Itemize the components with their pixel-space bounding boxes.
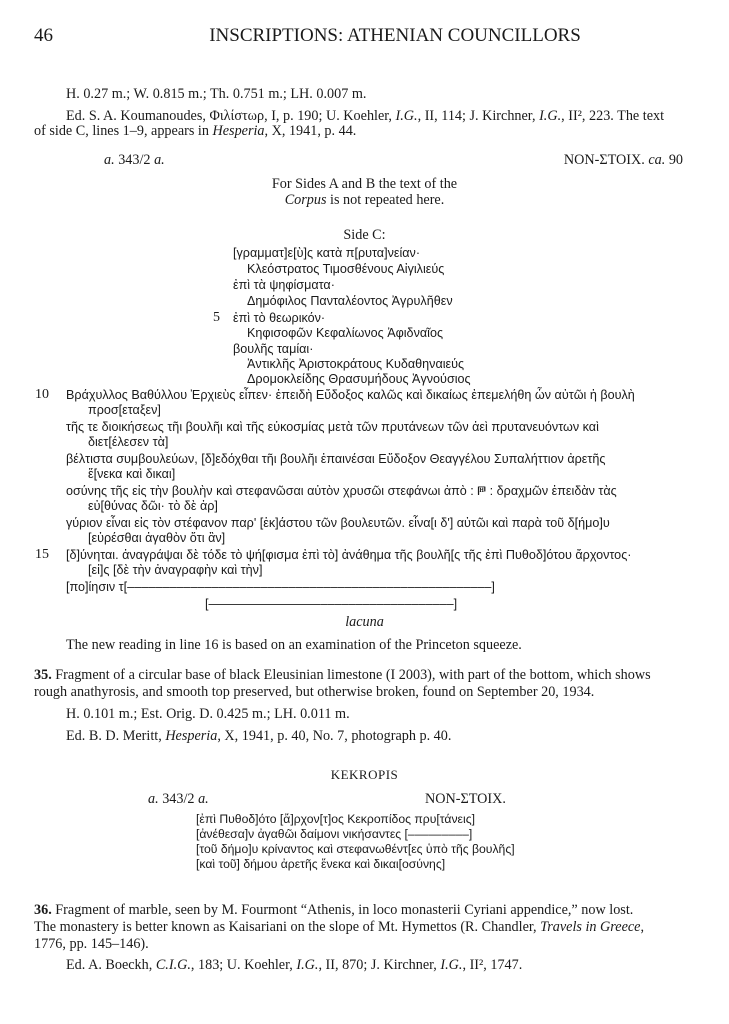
page-number: 46	[34, 25, 53, 46]
text: Ed. A. Boeckh,	[66, 957, 156, 973]
entry-description	[34, 902, 633, 918]
inscription-line: Ἀντικλῆς Ἀριστοκράτους Κυδαθηναιεύς	[247, 357, 465, 371]
text: I.G.	[539, 108, 562, 124]
entry-number: 36.	[34, 902, 52, 918]
dimensions: H. 0.27 m.; W. 0.815 m.; Th. 0.751 m.; LH. 0.007 m.	[66, 86, 367, 102]
text: , II, 114; J. Kirchner,	[417, 108, 540, 124]
text: is not repeated here.	[326, 192, 445, 208]
text: ca.	[648, 152, 666, 168]
inscription-line: βουλῆς ταμίαι·	[233, 342, 314, 356]
text: I.G.	[296, 957, 319, 973]
text: a.	[198, 791, 209, 807]
text: , II², 223. The text	[561, 108, 665, 124]
dimensions: H. 0.101 m.; Est. Orig. D. 0.425 m.; LH. 0.011 m.	[66, 706, 350, 722]
text: The monastery is better known as Kaisariani on the slope of Mt. Hymettos (R. Chandler,	[34, 919, 541, 935]
text: 343/2	[158, 791, 199, 807]
edition-line	[66, 728, 451, 744]
text: , II², 1747.	[462, 957, 523, 973]
date	[104, 152, 165, 168]
inscription-line: Βράχυλλος Βαθύλλου Ἐρχιεὺς εἶπεν· ἐπειδὴ Εὔδοξος καλῶς καὶ δικαίως ἐπεμελήθη ὧν αὐτῶι ἡ βουλὴ	[66, 388, 635, 402]
entry-description	[34, 667, 651, 683]
line-number: 5	[213, 310, 220, 325]
inscription-line: [δ]ύνηται. ἀναγράψαι δὲ τόδε τὸ ψή[φισμα ἐπὶ τὸ] ἀνάθημα τῆς βουλῆ[ς τῆς ἐπὶ Πυθοδ]ότου ἄρχοντος·	[66, 548, 632, 562]
inscription-line: διετ[έλεσεν τὰ]	[88, 435, 169, 449]
side-heading: Side C:	[343, 227, 386, 243]
inscription-line: [πο]ίησιν τ[––––––––––––––––––––––––––––––––––––––––––––––––––––]	[66, 580, 495, 594]
inscription-line: Δρομοκλείδης Θρασυμήδους Ἁγνούσιος	[247, 372, 471, 386]
inscription-line: Κλεόστρατος Τιμοσθένους Αἰγιλιεύς	[247, 262, 445, 276]
inscription-line: [εἰ]ς [δὲ τὴν ἀναγραφὴν καὶ τὴν]	[88, 563, 263, 577]
stoichedon-note	[564, 152, 683, 168]
text: , 183; U. Koehler,	[190, 957, 297, 973]
text: Ed. B. D. Meritt,	[66, 728, 166, 744]
text: ,	[640, 919, 645, 935]
inscription-line: [–––––––––––––––––––––––––––––––––––]	[205, 597, 458, 611]
line-number: 10	[35, 387, 49, 402]
text: Hesperia	[165, 728, 218, 744]
text: Hesperia	[212, 123, 265, 139]
text: , II, 870; J. Kirchner,	[318, 957, 441, 973]
text: Fragment of a circular base of black Eleusinian limestone (I 2003), with part of the bottom, which shows	[51, 667, 651, 683]
inscription-line: οσύνης τῆς εἰς τὴν βουλὴν καὶ στεφανῶσαι αὐτὸν χρυσῶι στεφάνωι ἀπὸ : 𐅅 : δραχμῶν ἐπειδὰν τὰς	[66, 484, 617, 498]
text: lacuna	[345, 614, 384, 630]
text: 343/2	[114, 152, 155, 168]
entry-description: rough anathyrosis, and smooth top preserved, but otherwise broken, found on September 20, 1934.	[34, 684, 595, 700]
text: NON-ΣΤΟΙΧ.	[563, 152, 649, 168]
inscription-line: [γραμματ]ε[ὺ]ς κατὰ π[ρυτα]νείαν·	[233, 246, 421, 260]
tribe-heading: KEKROPIS	[330, 767, 399, 782]
inscription-line: προσ[εταξεν]	[88, 403, 161, 417]
text: I.G.	[440, 957, 463, 973]
inscription-line: [καὶ τοῦ] δήμου ἀρετῆς ἕνεκα καὶ δικαι[οσύνης]	[196, 857, 446, 871]
inscription-line: ἕ[νεκα καὶ δικαι]	[88, 467, 176, 481]
note-line	[0, 192, 729, 208]
inscription-line: [εὑρέσθαι ἀγαθὸν ὅτι ἂν]	[88, 531, 226, 545]
date	[148, 791, 209, 807]
text: C.I.G.	[155, 957, 191, 973]
commentary: The new reading in line 16 is based on an examination of the Princeton squeeze.	[66, 637, 522, 653]
inscription-line: Κηφισοφῶν Κεφαλίωνος Ἀφιδναῖος	[247, 326, 444, 340]
stoichedon-note: NON-ΣΤΟΙΧ.	[425, 791, 506, 807]
edition-line	[34, 123, 356, 139]
inscription-line: [τοῦ δήμο]υ κρίναντος καὶ στεφανωθέντ[ες ὑπὸ τῆς βουλῆς]	[196, 842, 515, 856]
text: Corpus	[284, 192, 327, 208]
text: Travels in Greece	[540, 919, 641, 935]
text: I.G.	[395, 108, 418, 124]
edition-line	[66, 108, 664, 124]
entry-description	[34, 919, 644, 935]
inscription-line: ἐπὶ τὸ θεωρικόν·	[233, 311, 326, 325]
inscription-line: βέλτιστα συμβουλεύων, [δ]εδόχθαι τῆι βουλῆι ἐπαινέσαι Εὔδοξον Θεαγγέλου Συπαλήττιον ἀρετῆς	[66, 452, 606, 466]
text: Ed. S. A. Koumanoudes, Φιλίστωρ, I, p. 190; U. Koehler,	[66, 108, 396, 124]
text: 90	[665, 152, 683, 168]
inscription-line: γύριον εἶναι εἰς τὸν στέφανον παρ' [ἑκ]άστου τῶν βουλευτῶν. εἶνα[ι δ'] αὐτῶι καὶ παρὰ τοῦ δ[ήμο]υ	[66, 516, 610, 530]
inscription-line: [ἐπὶ Πυθοδ]ότο [ἄ]ρχον[τ]ος Κεκροπίδος πρυ[τάνεις]	[196, 812, 475, 826]
inscription-line: εὐ[θύνας δῶι· τὸ δὲ ἀρ]	[88, 499, 218, 513]
text: , X, 1941, p. 44.	[264, 123, 357, 139]
text: , X, 1941, p. 40, No. 7, photograph p. 40.	[217, 728, 452, 744]
text: a.	[154, 152, 165, 168]
entry-description: 1776, pp. 145–146).	[34, 936, 149, 952]
edition-line	[66, 957, 522, 973]
text: a.	[148, 791, 159, 807]
text: Fragment of marble, seen by M. Fourmont “Athenis, in loco monasterii Cyriani appendice,” now lost.	[51, 902, 634, 918]
inscription-line: [ἀνέθεσα]ν ἀγαθῶι δαίμονι νικήσαντες [–––––––––]	[196, 827, 473, 841]
text: of side C, lines 1–9, appears in	[34, 123, 213, 139]
note-line: For Sides A and B the text of the	[271, 176, 458, 192]
entry-number: 35.	[34, 667, 52, 683]
inscription-line: τῆς τε διοικήσεως τῆι βουλῆι καὶ τῆς εὐκοσμίας μετὰ τῶν πρυτάνεων τῶν ἀεὶ πρυτανευόντων καὶ	[66, 420, 599, 434]
inscription-line: Δημόφιλος Πανταλέοντος Ἀγρυλῆθεν	[247, 294, 453, 308]
lacuna-label	[0, 614, 729, 630]
text: a.	[104, 152, 115, 168]
line-number: 15	[35, 547, 49, 562]
running-title: INSCRIPTIONS: ATHENIAN COUNCILLORS	[209, 25, 581, 46]
inscription-line: ἐπὶ τὰ ψηφίσματα·	[233, 278, 335, 292]
